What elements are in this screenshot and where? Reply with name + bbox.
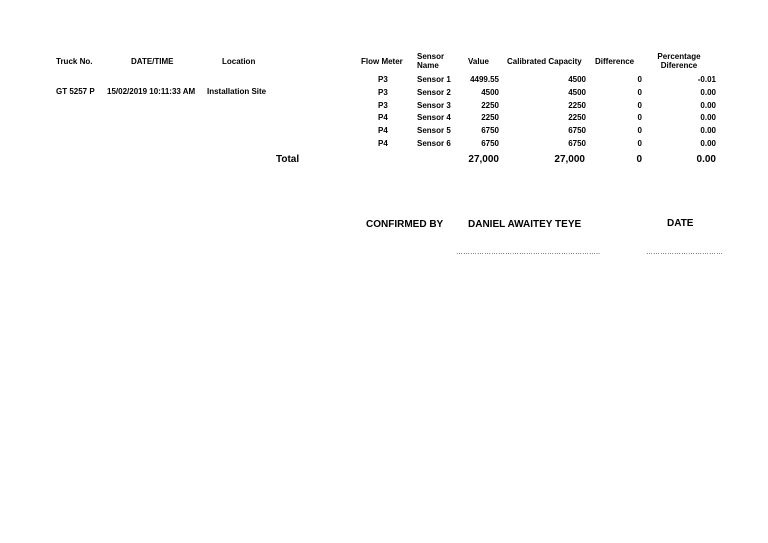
date-line: …………………………… — [646, 249, 723, 256]
record-datetime: 15/02/2019 10:11:33 AM — [107, 87, 196, 96]
header-sensor-name — [417, 52, 444, 70]
row-calibrated: 6750 — [568, 139, 586, 148]
header-percentage-line1: Percentage — [657, 52, 701, 61]
row-calibrated: 4500 — [568, 87, 586, 97]
row-percentage: 0.00 — [700, 87, 716, 97]
row-percentage: 0.00 — [700, 113, 716, 123]
row-sensor-name: Sensor 4 — [417, 113, 451, 123]
row-calibrated: 2250 — [568, 113, 586, 123]
header-calibrated-capacity: Calibrated Capacity — [507, 57, 582, 66]
row-percentage: -0.01 — [697, 75, 716, 84]
row-sensor-name: Sensor 3 — [417, 100, 451, 110]
row-difference: 0 — [637, 126, 642, 136]
header-value: Value — [468, 57, 489, 66]
row-sensor-name: Sensor 5 — [417, 126, 451, 136]
row-difference: 0 — [637, 87, 642, 97]
row-value: 4499.55 — [470, 75, 499, 84]
header-flow-meter: Flow Meter — [361, 57, 403, 66]
row-value: 6750 — [481, 139, 499, 148]
record-location: Installation Site — [207, 87, 267, 96]
signature-line: …………………………………………………….. — [456, 249, 600, 256]
row-flow-meter: P4 — [378, 113, 388, 123]
total-label: Total — [276, 154, 300, 165]
row-flow-meter: P3 — [378, 100, 388, 110]
total-value: 27,000 — [468, 154, 499, 165]
row-calibrated: 6750 — [568, 126, 586, 136]
header-sensor-name-line1: Sensor — [417, 52, 445, 61]
row-sensor-name: Sensor 1 — [417, 75, 451, 84]
confirmer-name: DANIEL AWAITEY TEYE — [468, 219, 582, 230]
row-difference: 0 — [637, 139, 642, 148]
header-location: Location — [222, 57, 256, 66]
header-difference: Difference — [595, 57, 635, 66]
header-truck-no: Truck No. — [56, 57, 93, 66]
row-value: 2250 — [481, 113, 499, 123]
row-calibrated: 4500 — [568, 75, 586, 84]
row-calibrated: 2250 — [568, 100, 586, 110]
total-calibrated: 27,000 — [554, 154, 585, 165]
row-percentage: 0.00 — [700, 126, 716, 136]
date-label: DATE — [667, 218, 694, 229]
row-value: 2250 — [481, 100, 499, 110]
header-date-time: DATE/TIME — [131, 57, 174, 66]
row-difference: 0 — [637, 75, 642, 84]
row-flow-meter: P3 — [378, 75, 388, 84]
total-difference: 0 — [636, 154, 642, 165]
truck-number: GT 5257 P — [56, 87, 95, 96]
row-flow-meter: P3 — [378, 87, 388, 97]
row-percentage: 0.00 — [700, 139, 716, 148]
row-difference: 0 — [637, 100, 642, 110]
row-difference: 0 — [637, 113, 642, 123]
row-flow-meter: P4 — [378, 126, 388, 136]
total-percentage: 0.00 — [696, 154, 716, 165]
row-percentage: 0.00 — [700, 100, 716, 110]
row-sensor-name: Sensor 2 — [417, 87, 451, 97]
header-percentage-line2: Diference — [660, 61, 698, 70]
row-sensor-name: Sensor 6 — [417, 139, 451, 148]
row-value: 6750 — [481, 126, 499, 136]
header-sensor-name-line2: Name — [417, 61, 439, 70]
row-value: 4500 — [481, 87, 499, 97]
header-percentage-difference — [650, 52, 708, 70]
confirmed-by-label: CONFIRMED BY — [366, 219, 444, 230]
row-flow-meter: P4 — [378, 139, 388, 148]
